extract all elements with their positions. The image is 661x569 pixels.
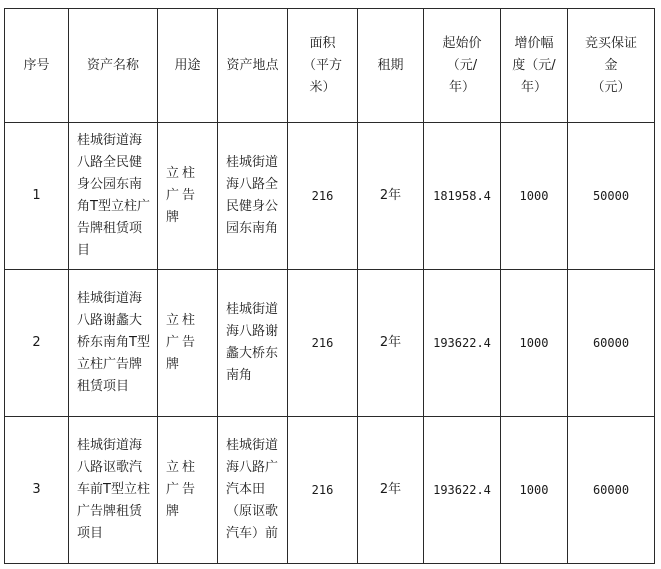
header-term: 租期 (358, 9, 424, 123)
cell-term: 2年 (358, 270, 424, 417)
cell-location: 桂城街道海八路谢蠡大桥东南角 (218, 270, 288, 417)
header-no: 序号 (5, 9, 69, 123)
cell-term: 2年 (358, 123, 424, 270)
header-deposit: 竞买保证 金 （元） (568, 9, 655, 123)
table-row (5, 270, 655, 417)
asset-lease-table (4, 8, 655, 564)
cell-deposit: 60000 (568, 417, 655, 564)
cell-deposit: 50000 (568, 123, 655, 270)
header-asset-name: 资产名称 (69, 9, 158, 123)
cell-increment: 1000 (501, 123, 568, 270)
cell-area: 216 (288, 123, 358, 270)
header-location: 资产地点 (218, 9, 288, 123)
cell-asset-name: 桂城街道海八路谢蠡大桥东南角T型立柱广告牌租赁项目 (69, 270, 158, 417)
header-increment: 增价幅 度（元/ 年） (501, 9, 568, 123)
cell-area: 216 (288, 417, 358, 564)
cell-term: 2年 (358, 417, 424, 564)
cell-location: 桂城街道海八路全民健身公园东南角 (218, 123, 288, 270)
cell-start-price: 193622.4 (424, 270, 501, 417)
table-row (5, 417, 655, 564)
cell-increment: 1000 (501, 270, 568, 417)
cell-start-price: 193622.4 (424, 417, 501, 564)
cell-no: 2 (5, 270, 69, 417)
cell-asset-name: 桂城街道海八路讴歌汽车前T型立柱广告牌租赁项目 (69, 417, 158, 564)
cell-use: 立柱广告牌 (158, 270, 218, 417)
cell-use: 立柱广告牌 (158, 417, 218, 564)
cell-asset-name: 桂城街道海八路全民健身公园东南角T型立柱广告牌租赁项目 (69, 123, 158, 270)
header-use: 用途 (158, 9, 218, 123)
cell-no: 3 (5, 417, 69, 564)
header-row (5, 9, 655, 123)
header-start-price: 起始价 （元/ 年） (424, 9, 501, 123)
header-area: 面积 （平方 米） (288, 9, 358, 123)
cell-location: 桂城街道海八路广汽本田（原讴歌汽车）前 (218, 417, 288, 564)
cell-use: 立柱广告牌 (158, 123, 218, 270)
cell-deposit: 60000 (568, 270, 655, 417)
cell-area: 216 (288, 270, 358, 417)
table-row (5, 123, 655, 270)
cell-no: 1 (5, 123, 69, 270)
cell-start-price: 181958.4 (424, 123, 501, 270)
cell-increment: 1000 (501, 417, 568, 564)
